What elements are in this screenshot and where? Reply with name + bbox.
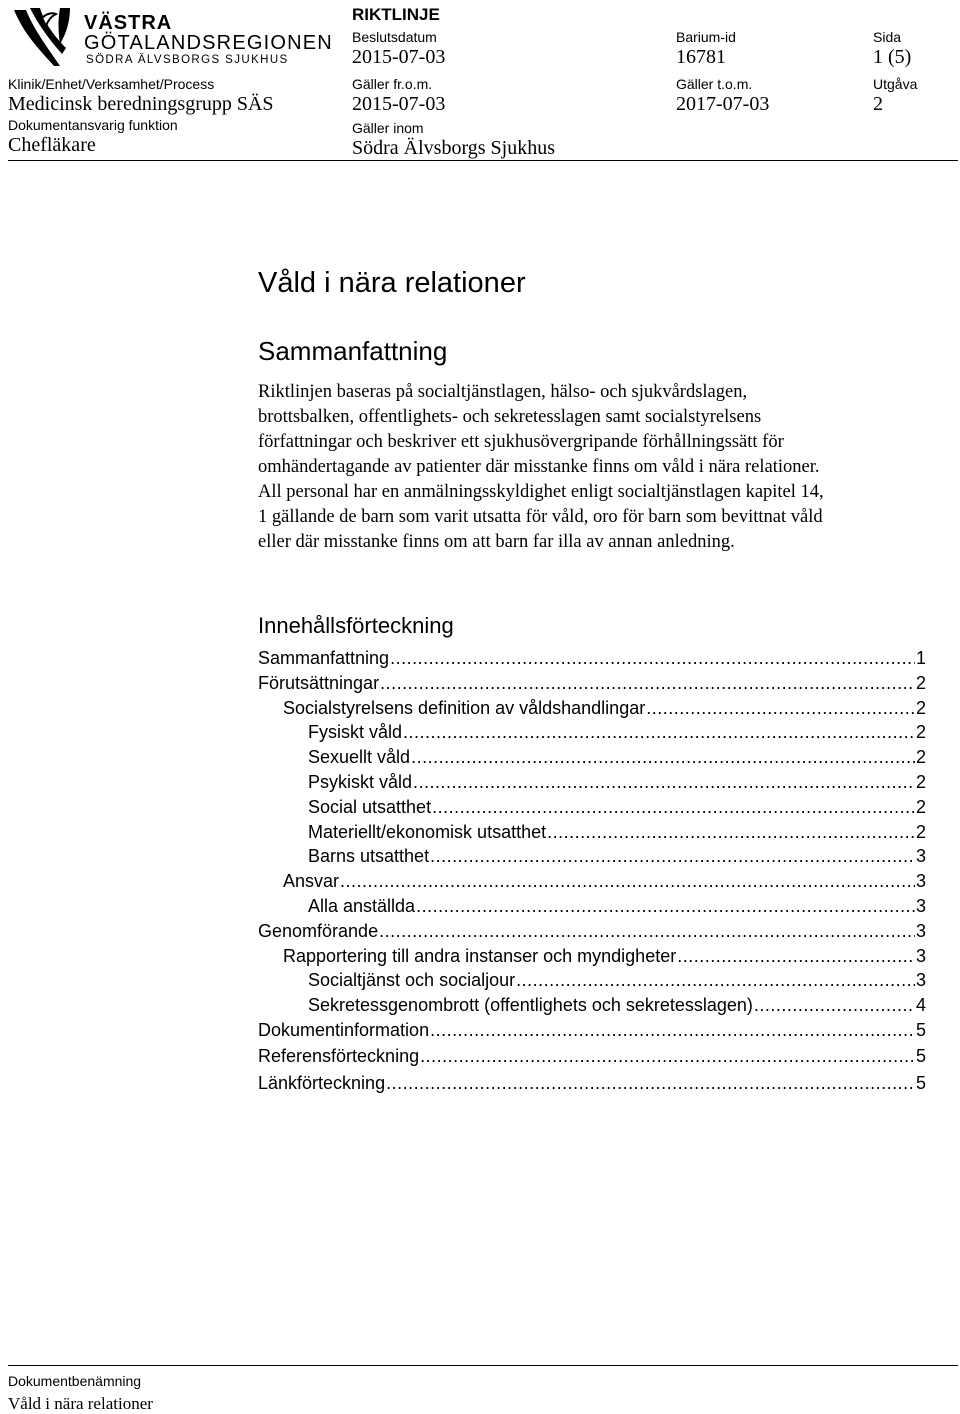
sida-label: Sida (873, 29, 902, 45)
galler-inom-label: Gäller inom (352, 120, 424, 136)
toc-entry[interactable] (258, 1018, 926, 1044)
toc-dot-leader (416, 894, 915, 918)
vgr-logo (8, 4, 333, 70)
toc-entry-page: 2 (915, 796, 926, 817)
toc-entry[interactable] (258, 944, 926, 969)
toc-entry-page: 2 (915, 771, 926, 792)
barium-label: Barium-id (676, 29, 736, 45)
toc-entry-title: Socialstyrelsens definition av våldshandlingar (283, 697, 646, 718)
toc-entry[interactable] (258, 844, 926, 869)
toc-entry-page: 5 (915, 1046, 926, 1067)
beslutsdatum-label: Beslutsdatum (352, 29, 437, 45)
toc-dot-leader (754, 993, 915, 1017)
utgava-value: 2 (873, 93, 883, 115)
toc-entry[interactable] (258, 1044, 926, 1070)
toc-entry-title: Social utsatthet (308, 796, 432, 817)
toc-entry-page: 2 (915, 697, 926, 718)
toc-entry[interactable] (258, 919, 926, 944)
toc-entry[interactable] (258, 720, 926, 745)
barium-value: 16781 (676, 46, 726, 68)
doc-type: RIKTLINJE (352, 5, 440, 24)
klinik-label: Klinik/Enhet/Verksamhet/Process (8, 76, 215, 92)
galler-tom-label: Gäller t.o.m. (676, 76, 753, 92)
document-title: Våld i nära relationer (258, 267, 526, 299)
summary-heading: Sammanfattning (258, 336, 448, 366)
toc-entry-title: Psykiskt våld (308, 771, 413, 792)
toc-dot-leader (403, 720, 915, 744)
toc-entry-title: Sexuellt våld (308, 747, 411, 768)
footer-divider (8, 1365, 958, 1366)
toc-entry-page: 3 (915, 970, 926, 991)
klinik-value: Medicinsk beredningsgrupp SÄS (8, 93, 274, 115)
summary-line: Riktlinjen baseras på socialtjänstlagen, hälso- och sjukvårdslagen, (258, 382, 748, 402)
galler-from-value: 2015-07-03 (352, 93, 446, 115)
logo-line1: VÄSTRA (84, 12, 173, 34)
summary-text (258, 380, 938, 555)
toc-dot-leader (430, 844, 915, 868)
toc-dot-leader (340, 869, 915, 893)
toc-entry-page: 3 (915, 895, 926, 916)
toc-entry-page: 5 (915, 1072, 926, 1093)
toc-entry[interactable] (258, 696, 926, 721)
toc-entry-title: Alla anställda (308, 895, 416, 916)
toc-entry-page: 3 (915, 920, 926, 941)
toc-entry[interactable] (258, 820, 926, 845)
toc-dot-leader (411, 745, 915, 769)
toc-entry-title: Referensförteckning (258, 1046, 420, 1067)
footer-label: Dokumentbenämning (8, 1373, 142, 1389)
toc-entry[interactable] (258, 993, 926, 1018)
toc-entry-title: Förutsättningar (258, 672, 380, 693)
toc-entry-title: Socialtjänst och socialjour (308, 970, 516, 991)
logo-line3: SÖDRA ÄLVSBORGS SJUKHUS (86, 54, 289, 66)
ansvarig-value: Chefläkare (8, 134, 96, 156)
galler-from-label: Gäller fr.o.m. (352, 76, 433, 92)
toc-entry[interactable] (258, 795, 926, 820)
toc-entry-page: 4 (915, 995, 926, 1016)
toc-heading: Innehållsförteckning (258, 613, 454, 638)
ansvarig-label: Dokumentansvarig funktion (8, 117, 178, 133)
toc-entry-page: 2 (915, 672, 926, 693)
toc-entry[interactable] (258, 671, 926, 696)
toc-entry-title: Sammanfattning (258, 648, 390, 668)
table-of-contents (258, 646, 926, 1097)
toc-dot-leader (420, 1044, 915, 1068)
galler-inom-value: Södra Älvsborgs Sjukhus (352, 137, 555, 159)
toc-entry[interactable] (258, 894, 926, 919)
galler-tom-value: 2017-07-03 (676, 93, 770, 115)
toc-entry-title: Sekretessgenombrott (offentlighets och sekretesslagen) (308, 995, 753, 1016)
toc-entry[interactable] (258, 968, 926, 993)
toc-entry[interactable] (258, 745, 926, 770)
toc-dot-leader (390, 646, 915, 670)
toc-entry-title: Materiellt/ekonomisk utsatthet (308, 821, 547, 842)
toc-dot-leader (516, 968, 915, 992)
toc-entry[interactable] (258, 770, 926, 795)
toc-entry-title: Dokumentinformation (258, 1019, 430, 1040)
toc-entry-title: Barns utsatthet (308, 846, 430, 867)
toc-dot-leader (677, 944, 915, 968)
toc-entry-page: 2 (915, 821, 926, 842)
toc-dot-leader (547, 820, 915, 844)
summary-line: omhändertagande av patienter där misstanke finns om våld i nära relationer. (258, 457, 820, 477)
summary-line: författningar och beskriver ett sjukhusövergripande förhållningssätt för (258, 432, 784, 452)
toc-entry-title: Rapportering till andra instanser och myndigheter (283, 945, 677, 966)
toc-dot-leader (646, 696, 915, 720)
utgava-label: Utgåva (873, 76, 918, 92)
toc-entry-title: Fysiskt våld (308, 722, 403, 743)
toc-dot-leader (386, 1071, 915, 1095)
toc-entry-page: 1 (915, 648, 926, 668)
sida-value: 1 (5) (873, 46, 912, 68)
footer-value: Våld i nära relationer (8, 1394, 153, 1413)
toc-entry-page: 3 (915, 871, 926, 892)
toc-entry[interactable] (258, 646, 926, 671)
toc-entry-page: 2 (915, 747, 926, 768)
toc-entry-page: 5 (915, 1019, 926, 1040)
header-divider (8, 160, 958, 161)
toc-dot-leader (430, 1018, 915, 1042)
toc-entry-page: 2 (915, 722, 926, 743)
beslutsdatum-value: 2015-07-03 (352, 46, 446, 68)
toc-entry[interactable] (258, 1071, 926, 1097)
toc-entry-title: Länkförteckning (258, 1072, 386, 1093)
summary-line: All personal har en anmälningsskyldighet enligt socialtjänstlagen kapitel 14, (258, 482, 824, 502)
toc-entry-title: Genomförande (258, 920, 379, 941)
toc-dot-leader (413, 770, 915, 794)
summary-line: eller där misstanke finns om att barn far illa av annan anledning. (258, 532, 735, 552)
logo-line2: GÖTALANDSREGIONEN (84, 32, 333, 54)
summary-line: brottsbalken, offentlighets- och sekretesslagen samt socialstyrelsens (258, 407, 762, 427)
toc-entry-page: 3 (915, 846, 926, 867)
summary-line: 1 gällande de barn som varit utsatta för våld, oro för barn som bevittnat våld (258, 507, 823, 527)
toc-entry-page: 3 (915, 945, 926, 966)
toc-entry-title: Ansvar (283, 871, 340, 892)
toc-entry[interactable] (258, 869, 926, 894)
toc-dot-leader (380, 671, 915, 695)
toc-dot-leader (379, 919, 915, 943)
toc-dot-leader (432, 795, 915, 819)
